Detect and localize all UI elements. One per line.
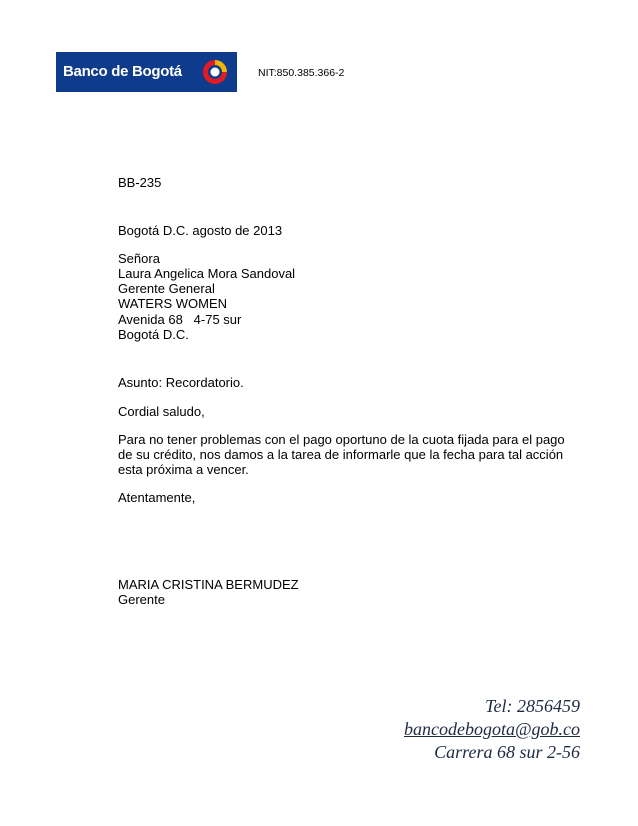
- recipient-line: WATERS WOMEN: [118, 296, 228, 311]
- bank-emblem-icon: [200, 57, 230, 87]
- footer-email-link[interactable]: bancodebogota@gob.co: [403, 719, 580, 739]
- recipient-line: Bogotá D.C.: [118, 327, 189, 342]
- subject-line: Asunto: Recordatorio.: [118, 375, 244, 390]
- logo-text: Banco de Bogotá: [63, 63, 182, 80]
- footer-address: Carrera 68 sur 2-56: [434, 742, 580, 762]
- recipient-line: Señora: [118, 251, 160, 266]
- recipient-line: Laura Angelica Mora Sandoval: [118, 266, 296, 281]
- bank-logo: [56, 52, 237, 92]
- nit-number: NIT:850.385.366-2: [258, 67, 345, 79]
- letter-date: Bogotá D.C. agosto de 2013: [118, 223, 283, 238]
- recipient-line: Gerente General: [118, 281, 215, 296]
- closing: Atentamente,: [118, 490, 196, 505]
- recipient-line: Avenida 68 4-75 sur: [118, 312, 242, 327]
- reference-code: BB-235: [118, 175, 162, 190]
- body-line: esta próxima a vencer.: [118, 462, 249, 477]
- greeting: Cordial saludo,: [118, 404, 205, 419]
- signer-title: Gerente: [118, 592, 165, 607]
- body-line: Para no tener problemas con el pago oportuno de la cuota fijada para el pago: [118, 432, 565, 447]
- footer-phone: Tel: 2856459: [485, 696, 580, 716]
- signer-name: MARIA CRISTINA BERMUDEZ: [118, 577, 299, 592]
- body-line: de su crédito, nos damos a la tarea de informarle que la fecha para tal acción: [118, 447, 564, 462]
